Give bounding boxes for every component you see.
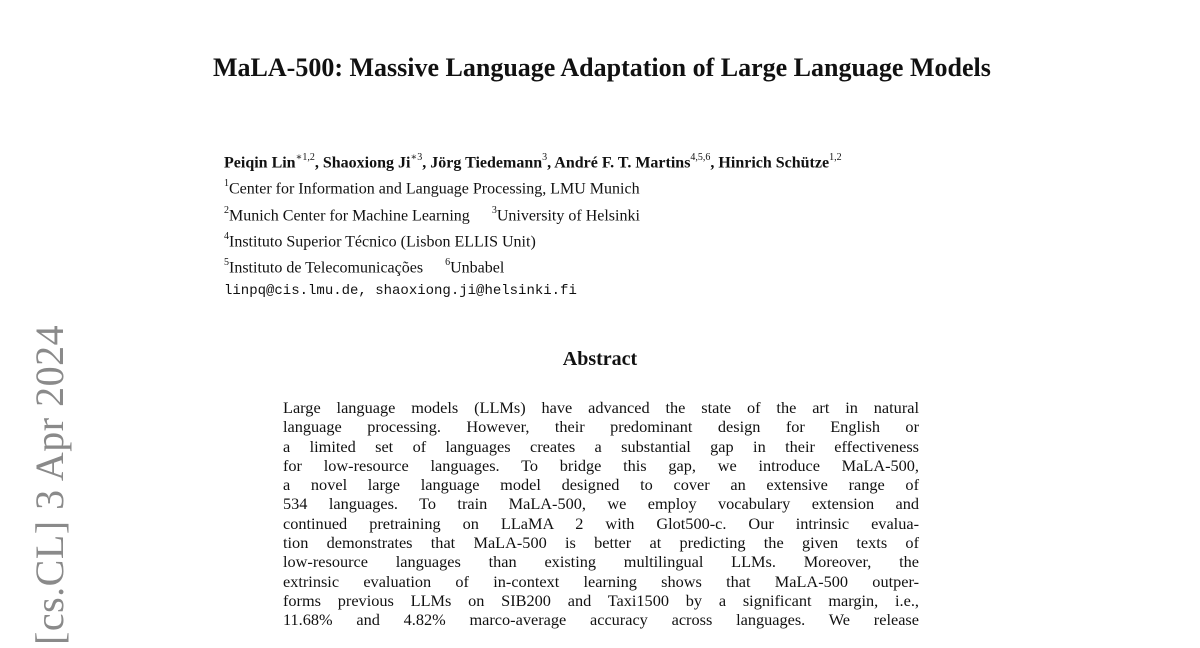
affiliation-marker: 3	[491, 204, 497, 216]
affiliation-marker: 2	[224, 204, 229, 216]
affiliation-marker: 5	[224, 257, 229, 269]
author-name: André F. T. Martins	[554, 154, 691, 172]
arxiv-stamp-text: [cs.CL] 3 Apr 2024	[27, 324, 72, 645]
affiliation-text: Instituto Superior Técnico (Lisbon ELLIS Unit)	[229, 233, 536, 251]
abstract-heading-row	[0, 346, 1200, 372]
paper-title: MaLA-500: Massive Language Adaptation of Large Language Models	[213, 53, 991, 82]
affiliation-marker: 4	[224, 230, 229, 242]
affiliation-text: University of Helsinki	[496, 206, 640, 224]
abstract-line: a limited set of languages creates a substantial gap in their effectiveness	[283, 436, 919, 456]
abstract-line: for low-resource languages. To bridge this gap, we introduce MaLA-500,	[283, 455, 919, 475]
affiliation-text: Center for Information and Language Processing, LMU Munich	[229, 180, 640, 198]
abstract-line: continued pretraining on LLaMA 2 with Glot500-c. Our intrinsic evalua-	[283, 513, 919, 533]
affiliation-marker: 6	[445, 257, 451, 269]
author-block	[224, 148, 1104, 302]
affiliation-marker: 1	[224, 178, 229, 190]
affiliation-text: Munich Center for Machine Learning	[229, 206, 470, 224]
author-affiliation-marker: 3	[542, 152, 548, 163]
affiliation-line	[224, 201, 1104, 227]
author-affiliation-marker: ∗3	[410, 152, 423, 163]
affiliation-text: Instituto de Telecomunicações	[229, 259, 424, 277]
abstract-line: Large language models (LLMs) have advanced the state of the art in natural	[283, 398, 919, 417]
author-name: Peiqin Lin	[224, 154, 296, 172]
abstract-line: 534 languages. To train MaLA-500, we employ vocabulary extension and	[283, 494, 919, 514]
abstract-line: 11.68% and 4.82% marco-average accuracy across languages. We release	[283, 610, 919, 630]
abstract-line: language processing. However, their predominant design for English or	[283, 417, 919, 437]
abstract-line: tion demonstrates that MaLA-500 is better at predicting the given texts of	[283, 533, 919, 553]
affiliation-line	[224, 174, 1104, 200]
author-affiliation-marker: 4,5,6	[690, 152, 711, 163]
abstract-heading: Abstract	[562, 348, 638, 370]
abstract-line: extrinsic evaluation of in-context learning shows that MaLA-500 outper-	[283, 571, 919, 591]
author-affiliation-marker: ∗1,2	[295, 152, 315, 163]
author-affiliation-marker: 1,2	[829, 152, 842, 163]
abstract-line: a novel large language model designed to cover an extensive range of	[283, 475, 919, 495]
abstract-body	[283, 398, 919, 630]
author-name: Hinrich Schütze	[718, 154, 830, 172]
author-emails: linpq@cis.lmu.de, shaoxiong.ji@helsinki.fi	[224, 282, 577, 299]
abstract-line: low-resource languages than existing multilingual LLMs. Moreover, the	[283, 552, 919, 572]
author-name: Shaoxiong Ji	[322, 154, 411, 172]
author-name: Jörg Tiedemann	[430, 154, 543, 172]
author-list: Peiqin Lin$^{∗1,2}$, Shaoxiong $Ji^{∗3}$, Jörg Tiedemann$^3$, André F. T. Martins$^{4,5,6}$, Hinrich Schütze$^{1,2}$	[224, 152, 842, 172]
abstract-line: forms previous LLMs on SIB200 and Taxi1500 by a significant margin, i.e.,	[283, 590, 919, 610]
affiliation-line	[224, 227, 1104, 253]
affiliation-line	[224, 253, 1104, 279]
affiliation-text: Unbabel	[450, 259, 505, 277]
